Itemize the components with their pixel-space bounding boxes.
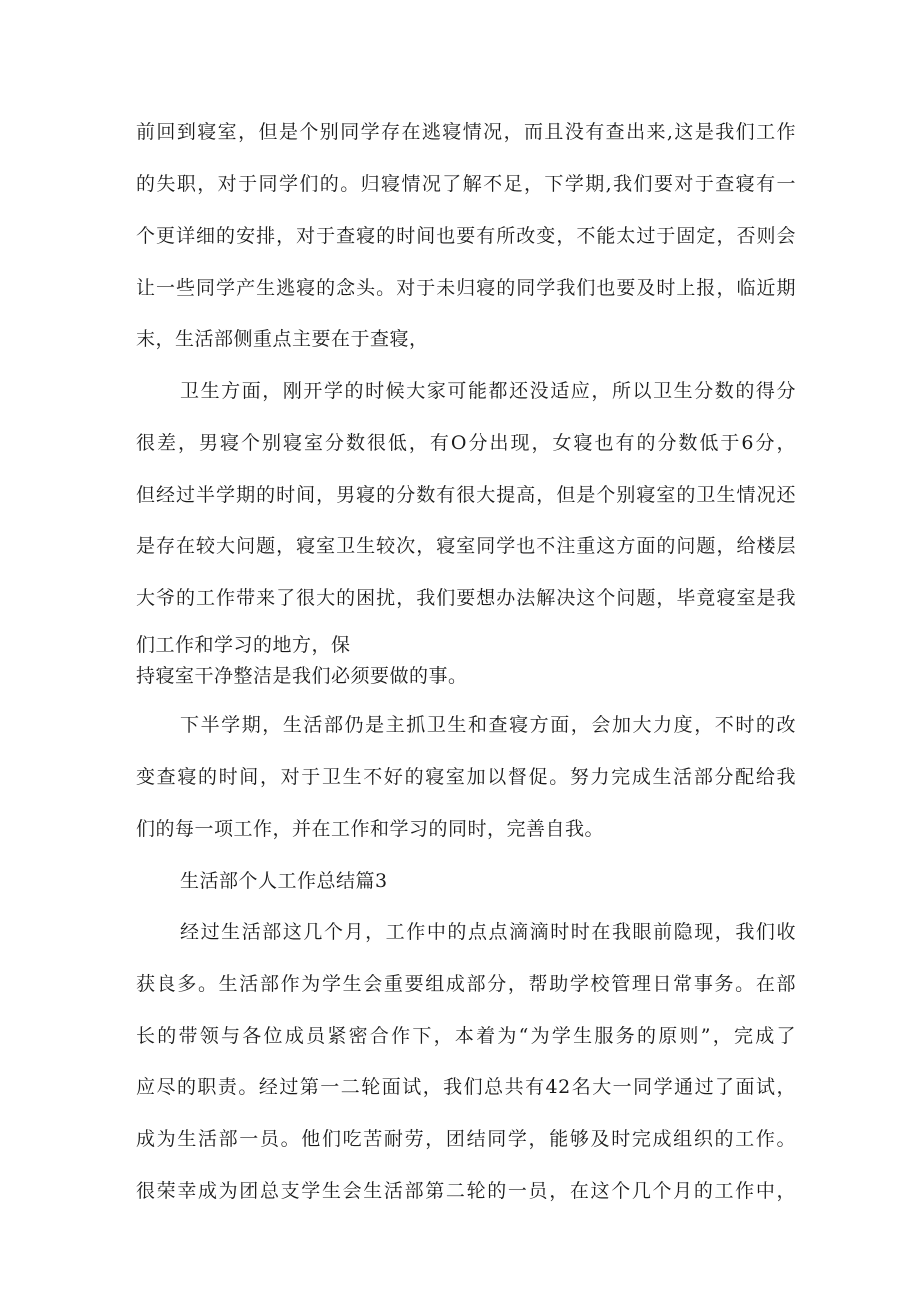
- paragraph-1-line-1: 前回到寝室，但是个别同学存在逃寝情况，而且没有查出来,这是我们工作: [136, 121, 796, 143]
- paragraph-1-line-4: 让一些同学产生逃寝的念头。对于未归寝的同学我们也要及时上报，临近期: [136, 277, 796, 299]
- paragraph-2-line-5: 大爷的工作带来了很大的困扰，我们要想办法解决这个问题，毕竟寝室是我: [136, 587, 796, 609]
- paragraph-4-line-1: 经过生活部这几个月，工作中的点点滴滴时时在我眼前隐现，我们收: [180, 921, 796, 943]
- paragraph-1-line-3: 个更详细的安排，对于查寝的时间也要有所改变，不能太过于固定，否则会: [136, 225, 796, 247]
- paragraph-3-line-3: 们的每一项工作，并在工作和学习的同时，完善自我。: [136, 818, 605, 840]
- paragraph-3-line-2: 变查寝的时间，对于卫生不好的寝室加以督促。努力完成生活部分配给我: [136, 766, 796, 788]
- paragraph-4-line-2: 获良多。生活部作为学生会重要组成部分，帮助学校管理日常事务。在部: [136, 973, 796, 995]
- paragraph-2-line-3: 但经过半学期的时间，男寝的分数有很大提高，但是个别寝室的卫生情况还: [136, 484, 796, 506]
- paragraph-1-line-5: 末，生活部侧重点主要在于查寝，: [136, 328, 429, 350]
- paragraph-1-line-2: 的失职，对于同学们的。归寝情况了解不足，下学期,我们要对于查寝有一: [136, 173, 796, 195]
- paragraph-2-line-1: 卫生方面，刚开学的时候大家可能都还没适应，所以卫生分数的得分: [180, 380, 796, 402]
- paragraph-4-line-6: 很荣幸成为团总支学生会生活部第二轮的一员，在这个几个月的工作中，: [136, 1180, 796, 1202]
- paragraph-3-line-1: 下半学期，生活部仍是主抓卫生和查寝方面，会加大力度，不时的改: [180, 714, 796, 736]
- paragraph-2-line-4: 是存在较大问题，寝室卫生较次，寝室同学也不注重这方面的问题，给楼层: [136, 535, 796, 557]
- paragraph-4-line-3: 长的带领与各位成员紧密合作下，本着为“为学生服务的原则”，完成了: [136, 1025, 796, 1047]
- paragraph-4-line-4: 应尽的职责。经过第一二轮面试，我们总共有42名大一同学通过了面试，: [136, 1076, 796, 1098]
- paragraph-4-line-5: 成为生活部一员。他们吃苦耐劳，团结同学，能够及时完成组织的工作。: [136, 1128, 796, 1150]
- section-heading: 生活部个人工作总结篇3: [180, 870, 388, 892]
- paragraph-2-line-2: 很差，男寝个别寝室分数很低，有O分出现，女寝也有的分数低于6分，: [136, 432, 796, 454]
- paragraph-2-line-6: 们工作和学习的地方，保: [136, 634, 351, 656]
- paragraph-2-line-7: 持寝室干净整洁是我们必须要做的事。: [136, 665, 468, 687]
